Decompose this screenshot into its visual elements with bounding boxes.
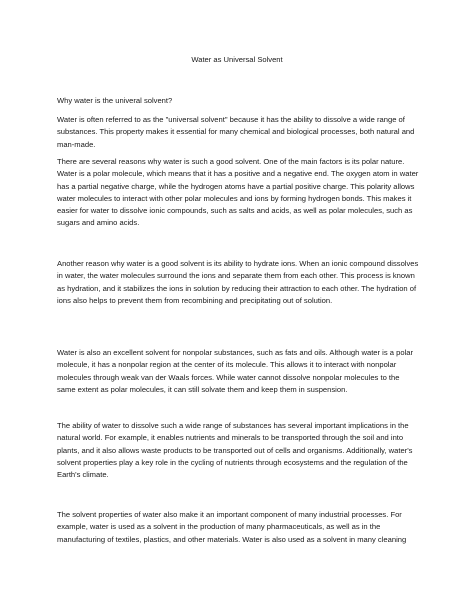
paragraph-industrial: The solvent properties of water also make it an important component of many industrial processes. For example, water is used as a solvent in the production of many pharmaceuticals, as well as in the manufacturing of textiles, plastics, and other materials. Water is also used as a solvent in many cleaning bbox=[57, 510, 407, 544]
paragraph-polarity: There are several reasons why water is such a good solvent. One of the main factors is its polar nature. Water is a polar molecule, which means that it has a positive and a negative end. The oxygen atom in water has a partial negative charge, while the hydrogen atoms have a partial positive charge. This polarity allows water molecules to interact with other polar molecules and ions by forming hydrogen bonds. This makes it easier for water to dissolve ionic compounds, such as salts and acids, as well as polar molecules, such as sugars and amino acids. bbox=[57, 157, 419, 228]
paragraph-nonpolar: Water is also an excellent solvent for nonpolar substances, such as fats and oils. Although water is a polar molecule, it has a nonpolar region at the center of its molecule. This allows it to interact with nonpolar molecules through weak van der Waals forces. While water cannot dissolve nonpolar molecules to the same extent as polar molecules, it can still solvate them and keep them in suspension. bbox=[57, 348, 413, 394]
document-title: Water as Universal Solvent bbox=[191, 55, 283, 64]
paragraph-hydration: Another reason why water is a good solvent is its ability to hydrate ions. When an ionic compound dissolves in water, the water molecules surround the ions and separate them from each other. This process is known as hydration, and it stabilizes the ions in solution by reducing their attraction to each other. The hydration of ions also helps to prevent them from recombining and precipitating out of solution. bbox=[57, 259, 419, 305]
paragraph-natural-world: The ability of water to dissolve such a wide range of substances has several important implications in the natural world. For example, it enables nutrients and minerals to be transported through the soil and into plants, and it also allows waste products to be transported out of cells and organisms. Additionally, water's solvent properties play a key role in the cycling of nutrients through ecosystems and the regulation of the Earth's climate. bbox=[57, 421, 413, 480]
question-heading: Why water is the univeral solvent? bbox=[57, 96, 173, 105]
paragraph-intro: Water is often referred to as the "universal solvent" because it has the ability to dissolve a wide range of substances. This property makes it essential for many chemical and biological processes, both natural and man-made. bbox=[57, 115, 415, 149]
